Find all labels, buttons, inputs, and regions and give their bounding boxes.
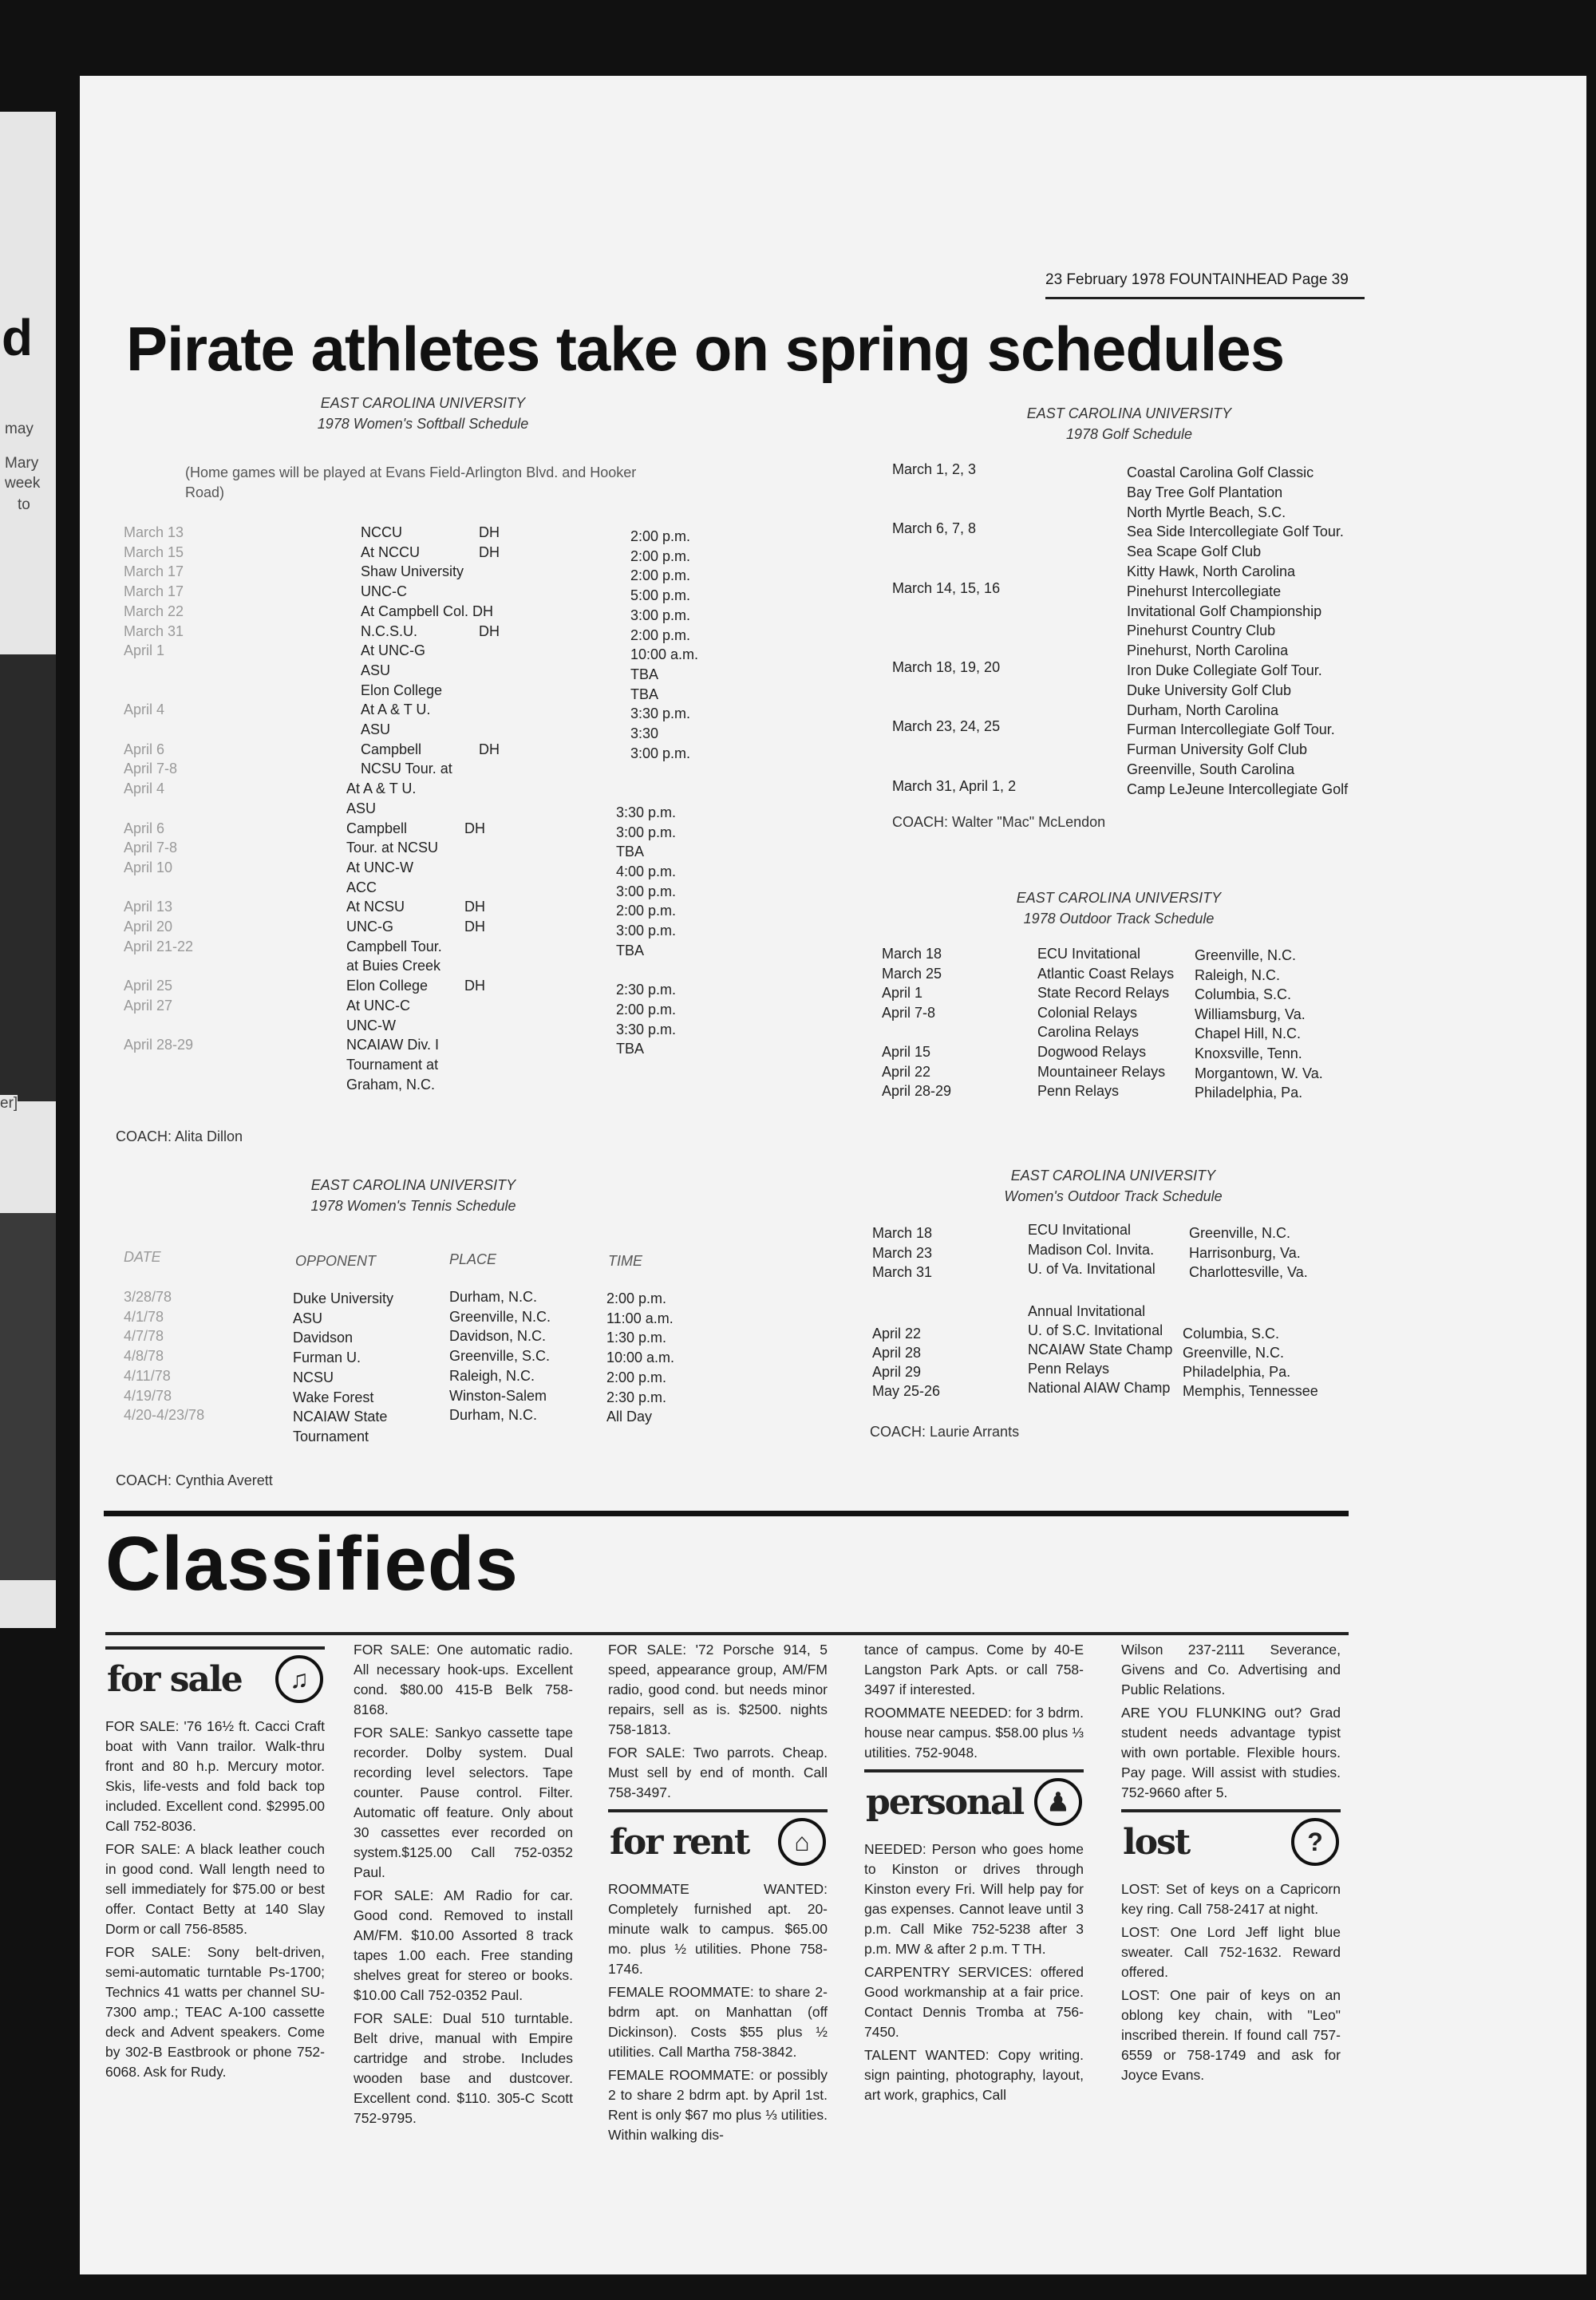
tennis-time: 11:00 a.m. [606, 1310, 674, 1326]
tennis-time: 1:30 p.m. [606, 1330, 667, 1346]
track-title-line: EAST CAROLINA UNIVERSITY [1016, 890, 1222, 906]
softball-date: March 22 [124, 603, 184, 619]
prev-page-fragment: er] [0, 1095, 18, 1112]
track-place: Greenville, N.C. [1195, 947, 1297, 963]
track-place: Columbia, S.C. [1195, 986, 1292, 1002]
softball-opponent: At NCCU [361, 544, 421, 560]
classified-ad: FOR SALE: Two parrots. Cheap. Must sell by end of month. Call 758-3497. [608, 1745, 828, 1800]
track-date: April 22 [882, 1064, 931, 1080]
track-event: Carolina Relays [1037, 1024, 1140, 1040]
softball-date: April 21-22 [124, 939, 194, 954]
tennis-header-date: DATE [124, 1249, 161, 1265]
classified-ad: FOR SALE: A black leather couch in good cond. Wall length need to sell immediately for $75.00 or best offer. Contact Betty at 140 Slay Dorm or call 756-8585. [105, 1841, 325, 1937]
for-rent-label: for rent [610, 1821, 749, 1863]
golf-date: March 23, 24, 25 [892, 718, 1001, 734]
softball-time: 2:00 p.m. [616, 1002, 677, 1018]
prev-page-fragment: Mary [5, 455, 39, 472]
for-sale-label: for sale [107, 1658, 242, 1700]
softball-opponent: ASU [361, 721, 391, 737]
section-rule [104, 1511, 1349, 1516]
softball-date: April 6 [124, 820, 165, 836]
softball-opponent: UNC-C [361, 583, 407, 599]
womens-track-event: ECU Invitational [1028, 1222, 1132, 1238]
softball-note: (Home games will be played at Evans Field-Arlington Blvd. and Hooker Road) [185, 464, 637, 500]
womens-track-date: March 18 [872, 1225, 933, 1241]
softball-opponent: ASU [346, 800, 377, 816]
softball-opponent: NCAIAW Div. I [346, 1037, 439, 1053]
golf-event: Bay Tree Golf Plantation [1127, 484, 1283, 500]
tennis-title-line: EAST CAROLINA UNIVERSITY [310, 1177, 516, 1193]
womens-track-event: Annual Invitational [1028, 1303, 1146, 1319]
softball-doubleheader: DH [479, 741, 500, 757]
classified-ad: FOR SALE: Sony belt-driven, semi-automatic turntable Ps-1700; Technics 41 watts per channel SU-7300 amp.; TEAC A-100 cassette deck and Advent speakers. Come by 302-B Eastbrook or phone 752-6068. Ask for Rudy. [105, 1944, 325, 2080]
softball-opponent: Elon College [346, 978, 429, 994]
softball-time: TBA [616, 844, 645, 860]
track-date: April 1 [882, 985, 923, 1001]
personal-ads [864, 1840, 1084, 2105]
track-place: Knoxsville, Tenn. [1195, 1045, 1302, 1061]
softball-opponent: Tour. at NCSU [346, 840, 439, 856]
softball-opponent: At UNC-W [346, 860, 413, 875]
classified-ad: ROOMMATE NEEDED: for 3 bdrm. house near campus. $58.00 plus ⅓ utilities. 752-9048. [864, 1705, 1084, 1761]
classified-ad: FOR SALE: One automatic radio. All necessary hook-ups. Excellent cond. $80.00 415-B Belk 758-8168. [354, 1642, 573, 1717]
for-rent-header [608, 1809, 828, 1871]
headline: Pirate athletes take on spring schedules [126, 314, 1285, 384]
softball-date: April 7-8 [124, 761, 178, 777]
for-sale-header [105, 1646, 325, 1709]
for-rent-ads-continued [864, 1640, 1084, 1763]
tennis-header-time: TIME [608, 1253, 642, 1269]
tennis-opponent: NCAIAW State [293, 1409, 388, 1425]
classified-ad: LOST: Set of keys on a Capricorn key ring. Call 758-2417 at night. [1121, 1881, 1341, 1917]
softball-doubleheader: DH [479, 623, 500, 639]
softball-time: 3:00 p.m. [616, 883, 677, 899]
softball-date: April 27 [124, 998, 173, 1014]
house-icon: ⌂ [778, 1818, 826, 1866]
tennis-place: Greenville, S.C. [449, 1348, 551, 1364]
classified-ad: ROOMMATE WANTED: Completely furnished apt. 20-minute walk to campus. $65.00 mo. plus ½ utilities. Phone 758-1746. [608, 1881, 828, 1977]
womens-track-date: March 23 [872, 1245, 933, 1261]
softball-opponent: At UNC-G [361, 642, 425, 658]
softball-time: 2:00 p.m. [630, 548, 691, 564]
track-event: Mountaineer Relays [1037, 1064, 1166, 1080]
tennis-opponent: NCSU [293, 1369, 334, 1385]
womens-track-place: Columbia, S.C. [1183, 1326, 1280, 1342]
golf-title-line: EAST CAROLINA UNIVERSITY [1026, 405, 1232, 421]
softball-time: 4:00 p.m. [616, 863, 677, 879]
womens-track-date: March 31 [872, 1264, 933, 1280]
softball-date: April 10 [124, 860, 173, 875]
track-event: Atlantic Coast Relays [1037, 966, 1175, 982]
classified-ad: ARE YOU FLUNKING out? Grad student needs advantage typist with own portable. Flexible hours. Pay page. Will assist with studies. 752-9660 after 5. [1121, 1705, 1341, 1800]
softball-date: March 17 [124, 583, 184, 599]
tennis-date: 4/8/78 [124, 1348, 164, 1364]
personal-ads-continued [1121, 1640, 1341, 1803]
question-icon: ? [1291, 1818, 1339, 1866]
tennis-opponent: Furman U. [293, 1350, 361, 1365]
womens-track-date: April 22 [872, 1326, 922, 1342]
womens-track-event: U. of S.C. Invitational [1028, 1322, 1163, 1338]
for-sale-ads-continued [354, 1640, 573, 2128]
golf-event: Pinehurst Intercollegiate [1127, 583, 1282, 599]
softball-time: 10:00 a.m. [630, 646, 699, 662]
previous-page-edge [0, 112, 56, 1628]
softball-doubleheader: DH [479, 544, 500, 560]
classified-ad: FOR SALE: '72 Porsche 914, 5 speed, appearance group, AM/FM radio, good cond. but needs minor repairs, sell as is. $2500. nights 758-1813. [608, 1642, 828, 1737]
tennis-opponent: Davidson [293, 1330, 354, 1346]
womens-track-date: April 29 [872, 1364, 922, 1380]
womens-track-place: Greenville, N.C. [1183, 1345, 1285, 1361]
womens-track-title-line: Women's Outdoor Track Schedule [1004, 1188, 1223, 1204]
softball-doubleheader: DH [479, 524, 500, 540]
golf-title-line: 1978 Golf Schedule [1065, 426, 1193, 442]
softball-time: 2:00 p.m. [630, 627, 691, 643]
classified-ad: FOR SALE: Dual 510 turntable. Belt drive, manual with Empire cartridge and strobe. Includes wooden base and dustcover. Excellent cond. $110. 305-C Scott 752-9795. [354, 2010, 573, 2126]
dateline: 23 February 1978 FOUNTAINHEAD Page 39 [1045, 271, 1349, 288]
figure-icon: ♟ [1034, 1778, 1082, 1826]
prev-page-fragment: week [5, 475, 41, 492]
womens-track-place: Harrisonburg, Va. [1189, 1245, 1301, 1261]
tennis-opponent: Wake Forest [293, 1389, 374, 1405]
for-rent-ads [608, 1879, 828, 2145]
softball-opponent: At A & T U. [361, 701, 431, 717]
softball-time: 3:00 p.m. [630, 607, 691, 623]
classified-ad: FEMALE ROOMMATE: or possibly 2 to share 2 bdrm apt. by April 1st. Rent is only $67 mo plus ⅓ utilities. Within walking dis- [608, 2067, 828, 2143]
tennis-place: Greenville, N.C. [449, 1309, 551, 1325]
softball-opponent: At A & T U. [346, 780, 417, 796]
track-date: April 7-8 [882, 1005, 936, 1021]
softball-opponent: N.C.S.U. [361, 623, 418, 639]
womens-track-place: Greenville, N.C. [1189, 1225, 1291, 1241]
classifieds-rule [105, 1632, 1349, 1635]
tennis-place: Raleigh, N.C. [449, 1368, 535, 1384]
womens-track-event: U. of Va. Invitational [1028, 1261, 1156, 1277]
tennis-date: 4/7/78 [124, 1328, 164, 1344]
softball-opponent: at Buies Creek [346, 958, 441, 974]
softball-opponent: NCSU Tour. at [361, 761, 452, 777]
womens-track-title-line: EAST CAROLINA UNIVERSITY [1010, 1168, 1216, 1184]
track-event: Penn Relays [1037, 1083, 1120, 1099]
softball-opponent: ACC [346, 879, 377, 895]
track-place: Philadelphia, Pa. [1195, 1085, 1303, 1101]
classified-ad: FEMALE ROOMMATE: to share 2-bdrm apt. on Manhattan (off Dickinson). Costs $55 plus ½ utilities. Call Martha 758-3842. [608, 1984, 828, 2060]
tennis-header-opponent: OPPONENT [295, 1253, 377, 1269]
prev-page-photo [0, 654, 56, 1101]
personal-header [864, 1769, 1084, 1832]
softball-coach: COACH: Alita Dillon [116, 1128, 243, 1144]
golf-event: North Myrtle Beach, S.C. [1127, 504, 1286, 520]
softball-opponent: UNC-G [346, 919, 393, 935]
track-date: April 28-29 [882, 1083, 952, 1099]
track-place: Raleigh, N.C. [1195, 967, 1281, 983]
tennis-place: Winston-Salem [449, 1388, 547, 1404]
prev-page-fragment: to [18, 496, 30, 513]
softball-date: April 4 [124, 701, 165, 717]
softball-date: March 31 [124, 623, 184, 639]
classified-ad: LOST: One Lord Jeff light blue sweater. Call 752-1632. Reward offered. [1121, 1924, 1341, 1980]
classified-column-2 [354, 1640, 573, 2132]
softball-time: 3:30 [630, 725, 659, 741]
for-sale-ads [105, 1717, 325, 2082]
classified-column-1 [105, 1640, 325, 2085]
softball-time: 3:00 p.m. [616, 923, 677, 939]
softball-title-line: 1978 Women's Softball Schedule [317, 416, 529, 432]
prev-page-fragment: may [5, 421, 34, 437]
golf-event: Sea Side Intercollegiate Golf Tour. [1127, 524, 1344, 539]
classified-ad: CARPENTRY SERVICES: offered Good workmanship at a fair price. Contact Dennis Tromba at 756-7450. [864, 1964, 1084, 2040]
golf-event: Coastal Carolina Golf Classic [1127, 464, 1314, 480]
tennis-opponent: Tournament [293, 1429, 369, 1444]
softball-time: 2:00 p.m. [616, 903, 677, 919]
tennis-opponent: Duke University [293, 1290, 394, 1306]
softball-time: TBA [616, 1041, 645, 1057]
softball-opponent: At UNC-C [346, 998, 410, 1014]
womens-track-title [970, 1165, 1257, 1207]
womens-track-place: Charlottesville, Va. [1189, 1264, 1308, 1280]
softball-doubleheader: DH [464, 978, 485, 994]
golf-event: Duke University Golf Club [1127, 682, 1292, 698]
golf-date: March 31, April 1, 2 [892, 778, 1017, 794]
classified-ad: FOR SALE: AM Radio for car. Good cond. Removed to install AM/FM. $10.00 Assorted 8 track tapes 1.00 each. Free standing shelves great for stereo or books. $10.00 Call 752-0352 Paul. [354, 1887, 573, 2003]
womens-track-date: April 28 [872, 1345, 922, 1361]
softball-date: April 1 [124, 642, 165, 658]
softball-time: 3:30 p.m. [616, 1022, 677, 1037]
for-sale-ads-continued [608, 1640, 828, 1803]
tennis-date: 4/1/78 [124, 1309, 164, 1325]
golf-event: Iron Duke Collegiate Golf Tour. [1127, 662, 1322, 678]
classified-column-5 [1121, 1640, 1341, 2089]
golf-event: Camp LeJeune Intercollegiate Golf [1127, 781, 1349, 797]
track-date: April 15 [882, 1044, 931, 1060]
softball-date: April 7-8 [124, 840, 178, 856]
softball-time: 2:00 p.m. [630, 567, 691, 583]
softball-opponent: Campbell [361, 741, 422, 757]
softball-date: April 20 [124, 919, 173, 935]
prev-page-letter: d [2, 309, 34, 366]
tennis-time: All Day [606, 1409, 653, 1425]
womens-track-place: Memphis, Tennessee [1183, 1383, 1318, 1399]
golf-date: March 6, 7, 8 [892, 520, 977, 536]
softball-time: 3:00 p.m. [616, 824, 677, 840]
tennis-header-place: PLACE [449, 1251, 497, 1267]
womens-track-event: NCAIAW State Champ [1028, 1342, 1173, 1357]
softball-time: 5:00 p.m. [630, 587, 691, 603]
golf-coach: COACH: Walter "Mac" McLendon [892, 814, 1106, 830]
softball-date: April 13 [124, 899, 173, 915]
classified-column-3 [608, 1640, 828, 2148]
softball-time: 3:00 p.m. [630, 745, 691, 761]
lost-label: lost [1123, 1821, 1190, 1863]
golf-date: March 14, 15, 16 [892, 580, 1001, 596]
golf-event: Invitational Golf Championship [1127, 603, 1322, 619]
tennis-place: Durham, N.C. [449, 1407, 538, 1423]
womens-track-date: May 25-26 [872, 1383, 941, 1399]
softball-opponent: Campbell [346, 820, 408, 836]
classifieds-heading: Classifieds [105, 1521, 519, 1606]
softball-doubleheader: DH [464, 899, 485, 915]
track-place: Morgantown, W. Va. [1195, 1065, 1323, 1081]
golf-event: Furman Intercollegiate Golf Tour. [1127, 721, 1335, 737]
softball-date: March 17 [124, 563, 184, 579]
tennis-title-line: 1978 Women's Tennis Schedule [310, 1198, 516, 1214]
softball-opponent: Tournament at [346, 1057, 439, 1073]
tennis-place: Durham, N.C. [449, 1289, 538, 1305]
tennis-date: 3/28/78 [124, 1289, 172, 1305]
track-place: Chapel Hill, N.C. [1195, 1026, 1302, 1041]
track-place: Williamsburg, Va. [1195, 1006, 1306, 1022]
womens-track-place: Philadelphia, Pa. [1183, 1364, 1291, 1380]
golf-event: Furman University Golf Club [1127, 741, 1308, 757]
tennis-time: 10:00 a.m. [606, 1350, 675, 1365]
softball-opponent: ASU [361, 662, 391, 678]
tennis-date: 4/20-4/23/78 [124, 1407, 205, 1423]
softball-opponent: Shaw University [361, 563, 464, 579]
softball-date: April 4 [124, 780, 165, 796]
tennis-date: 4/19/78 [124, 1388, 172, 1404]
golf-event: Pinehurst Country Club [1127, 622, 1276, 638]
tennis-place: Davidson, N.C. [449, 1328, 547, 1344]
classified-ad: LOST: One pair of keys on an oblong key chain, with "Leo" inscribed therein. If found call 757-6559 or 758-1749 and ask for Joyce Evans. [1121, 1987, 1341, 2083]
softball-opponent: NCCU [361, 524, 402, 540]
track-event: State Record Relays [1037, 985, 1170, 1001]
softball-time: 3:30 p.m. [616, 804, 677, 820]
track-title-line: 1978 Outdoor Track Schedule [1023, 911, 1215, 927]
classified-ad: TALENT WANTED: Copy writing. sign painting, photography, layout, art work, graphics, Call [864, 2047, 1084, 2103]
softball-time: TBA [616, 943, 645, 958]
classified-ad: tance of campus. Come by 40-E Langston Park Apts. or call 758-3497 if interested. [864, 1642, 1084, 1697]
softball-opponent: At Campbell Col. DH [361, 603, 494, 619]
lost-header [1121, 1809, 1341, 1871]
softball-date: April 25 [124, 978, 173, 994]
track-event: Dogwood Relays [1037, 1044, 1147, 1060]
softball-date: April 28-29 [124, 1037, 194, 1053]
softball-time: TBA [630, 686, 659, 702]
softball-opponent: Campbell Tour. [346, 939, 442, 954]
classified-ad: FOR SALE: '76 16½ ft. Cacci Craft boat with Vann trailor. Walk-thru front and 80 h.p. Mercury motor. Skis, life-vests and fold back top included. Excellent cond. $2995.00 Call 752-8036. [105, 1718, 325, 1834]
golf-date: March 18, 19, 20 [892, 659, 1001, 675]
tennis-title [270, 1175, 557, 1216]
softball-doubleheader: DH [464, 820, 485, 836]
golf-title [986, 403, 1273, 445]
track-event: ECU Invitational [1037, 946, 1141, 962]
softball-opponent: Graham, N.C. [346, 1077, 436, 1093]
classified-column-4 [864, 1640, 1084, 2108]
classified-ad: NEEDED: Person who goes home to Kinston or drives through Kinston every Fri. Will help pay for gas expenses. Cannot leave until 3 p.m. Call Mike 752-5238 after 3 p.m. MW & after 2 p.m. T TH. [864, 1841, 1084, 1957]
golf-date: March 1, 2, 3 [892, 461, 977, 477]
classified-ad: Wilson 237-2111 Severance, Givens and Co. Advertising and Public Relations. [1121, 1642, 1341, 1697]
guitar-icon: ♫ [275, 1655, 323, 1703]
tennis-time: 2:00 p.m. [606, 1290, 667, 1306]
classified-ad: FOR SALE: Sankyo cassette tape recorder. Dolby system. Dual recording level selectors. Tape counter. Pause control. Filter. Automatic off feature. Only about 30 cassettes ever recorded on system.$125.00 Call 752-0352 Paul. [354, 1725, 573, 1880]
tennis-time: 2:00 p.m. [606, 1369, 667, 1385]
womens-track-event: Madison Col. Invita. [1028, 1242, 1155, 1258]
track-date: March 18 [882, 946, 942, 962]
prev-page-photo [0, 1213, 56, 1580]
softball-time: TBA [630, 666, 659, 682]
tennis-coach: COACH: Cynthia Averett [116, 1472, 273, 1488]
track-title [975, 887, 1262, 929]
golf-event: Pinehurst, North Carolina [1127, 642, 1289, 658]
golf-event: Sea Scape Golf Club [1127, 543, 1262, 559]
softball-date: March 13 [124, 524, 184, 540]
softball-time: 2:00 p.m. [630, 528, 691, 544]
golf-event: Durham, North Carolina [1127, 702, 1279, 718]
golf-event: Greenville, South Carolina [1127, 761, 1295, 777]
softball-title [279, 393, 567, 434]
track-date: March 25 [882, 966, 942, 982]
tennis-opponent: ASU [293, 1310, 323, 1326]
dateline-rule [1045, 297, 1365, 299]
softball-date: April 6 [124, 741, 165, 757]
softball-time: 2:30 p.m. [616, 982, 677, 998]
womens-track-coach: COACH: Laurie Arrants [870, 1424, 1020, 1440]
track-event: Colonial Relays [1037, 1005, 1138, 1021]
golf-event: Kitty Hawk, North Carolina [1127, 563, 1296, 579]
softball-doubleheader: DH [464, 919, 485, 935]
lost-ads [1121, 1879, 1341, 2085]
womens-track-event: National AIAW Champ [1028, 1380, 1171, 1396]
softball-title-line: EAST CAROLINA UNIVERSITY [320, 395, 526, 411]
personal-label: personal [866, 1781, 1024, 1823]
softball-opponent: At NCSU [346, 899, 405, 915]
softball-time: 3:30 p.m. [630, 705, 691, 721]
softball-opponent: Elon College [361, 682, 443, 698]
womens-track-event: Penn Relays [1028, 1361, 1110, 1377]
softball-opponent: UNC-W [346, 1018, 396, 1033]
tennis-date: 4/11/78 [124, 1368, 171, 1384]
softball-date: March 15 [124, 544, 184, 560]
tennis-time: 2:30 p.m. [606, 1389, 667, 1405]
